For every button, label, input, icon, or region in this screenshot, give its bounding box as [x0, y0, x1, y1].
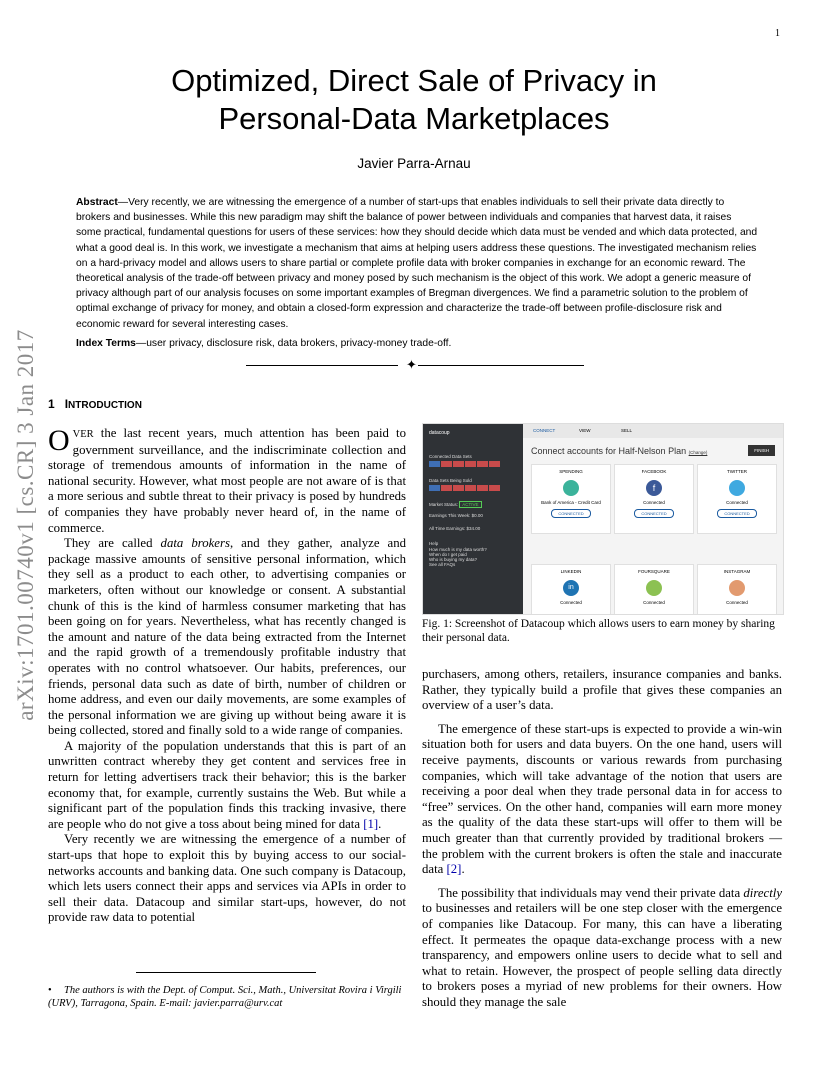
figure-chips-2 — [423, 485, 523, 492]
figure-card-icon: in — [563, 580, 579, 596]
figure-card-desc: Bank of America - Credit Card — [541, 500, 601, 505]
figure-total-earnings: All Time Earnings: $34.00 — [429, 526, 481, 531]
figure-market-label: Market Status: — [429, 502, 459, 507]
paragraph-2 — [48, 536, 406, 739]
index-terms-label: Index Terms — [76, 338, 136, 349]
section-title-rest: NTRODUCTION — [68, 400, 142, 411]
right-column — [422, 667, 782, 1010]
author: Javier Parra-Arnau — [357, 156, 471, 171]
figure-card-desc: Connected — [560, 600, 582, 605]
para2-b: , and they gather, analyze and package massive amounts of sensitive personal information, which they sell as a product to each other, to advertising companies or marketers, often without our knowledge or consent. A substantial chunk of this is the kind of harmless consumer marketing that has been going on for years. Nevertheless, what has recently changed is the amount and nature of the data being extracted from the Internet and the rapid growth of a tremendously profitable industry that operates with no control whatsoever. Our habits, preferences, our friends, personal data such as date of birth, number of children or home address, and even our daily movements, are some examples of the personal information we are giving up without being aware it is being collected, stored and finally sold to a wide range of companies. — [48, 536, 406, 738]
figure-help: Help — [429, 541, 439, 546]
figure-card-name: TWITTER — [727, 469, 747, 474]
figure-market-status — [423, 492, 523, 509]
title-line-1: Optimized, Direct Sale of Privacy in — [171, 63, 657, 98]
index-terms-text: —user privacy, disclosure risk, data brokers, privacy-money trade-off. — [135, 338, 452, 349]
right-paragraph-1: purchasers, among others, retailers, insurance companies and banks. Rather, they typically build a profile that gives these companies an overview of a user’s data. — [422, 667, 782, 713]
figure-side-connected: Connected Data Sets — [429, 454, 472, 459]
para1-text: the last recent years, much attention has been paid to government surveillance, and the indiscriminate collection and storage of tremendous amounts of information in the name of national security. However, what most people are not aware of is that a more serious and subtle threat to their privacy is posed by hundreds of companies they have probably never heard of, in the name of commerce. — [48, 426, 406, 535]
right-para3-a: The possibility that individuals may vend their private data — [438, 885, 744, 900]
para4-text: Very recently we are witnessing the emergence of a number of start-ups that hope to exploit this by buying access to our social-networks accounts and banking data. One such company is Datacoup, which lets users connect their apps and services via APIs in order to sell their data. Datacoup and similar start-ups, however, do not provide raw data to potential — [48, 832, 406, 925]
right-paragraph-2 — [422, 722, 782, 878]
title-line-2: Personal-Data Marketplaces — [218, 101, 610, 136]
footnote-bullet: • — [48, 985, 52, 996]
figure-card — [531, 464, 611, 534]
figure-heading — [531, 446, 707, 456]
figure-tab: CONNECT — [533, 428, 556, 433]
figure-screenshot — [422, 423, 784, 615]
separator-line-right — [418, 365, 584, 366]
figure-card-name: SPENDING — [559, 469, 583, 474]
separator-line-left — [246, 365, 398, 366]
figure-card-name: FACEBOOK — [641, 469, 667, 474]
figure-card-button: CONNECTED — [717, 509, 757, 518]
figure-tab: SELL — [621, 428, 633, 433]
section-heading — [48, 397, 142, 411]
footnote-text: The authors is with the Dept. of Comput. Sci., Math., Universitat Rovira i Virgili (URV), Tarragona, Spain. E-mail: javier.parra@urv.cat — [48, 985, 402, 1009]
figure-card-desc: Connected — [643, 600, 665, 605]
para3-text: A majority of the population understands that this is part of an unwritten contract whereby they get content and services free in return for letting advertisers track their behavior; this is the barker economy that, for example, currently sustains the Web. But while a significant part of the population finds this tracking invasive, there are people who do not give a toss about being mined for data — [48, 738, 406, 831]
separator-glyph: ✦ — [406, 357, 417, 372]
figure-side-sold: Data Sets Being Sold — [429, 478, 472, 483]
figure-card-name: INSTAGRAM — [723, 569, 751, 574]
abstract-label: Abstract — [76, 197, 118, 208]
figure-card — [531, 564, 611, 615]
figure-card-button: CONNECTED — [551, 509, 591, 518]
separator — [246, 357, 584, 372]
right-para2-end: . — [461, 862, 465, 877]
figure-card-desc: Connected — [643, 500, 665, 505]
figure-card — [697, 564, 777, 615]
figure-tab: VIEW — [579, 428, 591, 433]
figure-card — [697, 464, 777, 534]
figure-card-button: CONNECTED — [634, 509, 674, 518]
figure-sidebar — [423, 424, 523, 614]
figure-help-link: Who is buying my data? — [429, 557, 478, 562]
figure-active-badge: ACTIVE — [459, 501, 481, 508]
drop-cap: O — [48, 424, 70, 457]
para3-end: . — [378, 816, 382, 831]
paper-title — [80, 62, 748, 138]
right-para3-emphasis: directly — [743, 885, 782, 900]
right-paragraph-3 — [422, 886, 782, 1011]
figure-card-desc: Connected — [726, 600, 748, 605]
figure-help-link: How much is my data worth? — [429, 547, 487, 552]
page-number: 1 — [775, 28, 780, 39]
figure-week-earnings: Earnings This Week: $0.00 — [429, 513, 483, 518]
figure-card-name: FOURSQUARE — [638, 569, 670, 574]
paragraph-1 — [48, 426, 406, 536]
figure-help-links — [423, 547, 523, 567]
figure-card — [614, 564, 694, 615]
figure-finish-button: FINISH — [748, 445, 775, 456]
figure-card-icon — [729, 480, 745, 496]
index-terms — [76, 336, 758, 351]
figure-main-panel — [523, 424, 783, 614]
para2-a: They are called — [64, 536, 161, 551]
footnote — [48, 984, 406, 1010]
citation-1[interactable]: [1] — [363, 816, 379, 831]
right-para2-text: The emergence of these start-ups is expected to provide a win-win situation both for users and data buyers. On the one hand, users will receive payments, discounts or various rewards from purchasing companies, which will take advantage of the notion that users are receiving a poor deal when they trade personal data in for access to “free” services. On the other hand, companies will earn more money as the quality of the data these start-ups will offer to them will be much greater than that currently provided by traditional brokers — the problem with the current brokers is often the stale and inaccurate data — [422, 721, 782, 877]
arxiv-stamp-text: arXiv:1701.00740v1 [cs.CR] 3 Jan 2017 — [13, 329, 38, 721]
figure-help-link: See all FAQs — [429, 562, 456, 567]
figure-card-icon: f — [646, 480, 662, 496]
abstract-text: —Very recently, we are witnessing the emergence of a number of start-ups that enables individuals to sell their private data directly to brokers and businesses. While this new paradigm may shift the balance of power between individuals and companies that harvest data, it raises some practical, fundamental questions for users of these services: how they should decide which data must be vended and which data protected, and what a good deal is. In this work, we investigate a mechanism that aims at helping users address these questions. The investigated mechanism relies on a hard-privacy model and allows users to share partial or complete profile data with broker companies in exchange for an economic reward. The theoretical analysis of the trade-off between privacy and money posed by such mechanism is the object of this work. We adopt a generic measure of privacy although part of our analysis focuses on some important examples of Bregman divergences. We find a parametric solution to the problem of optimal exchange of privacy for money, and obtain a closed-form expression and characterize the trade-off between profile-disclosure risk and economic reward for several interesting cases. — [76, 197, 758, 330]
citation-2[interactable]: [2] — [446, 862, 462, 877]
figure-card-desc: Connected — [726, 500, 748, 505]
figure-tabs — [523, 424, 783, 438]
figure-card-name: LINKEDIN — [560, 569, 582, 574]
figure-card — [614, 464, 694, 534]
figure-brand: datacoup — [429, 430, 450, 436]
left-column — [48, 426, 406, 926]
right-para3-b: to businesses and retailers will be one step closer with the emergence of companies like Datacoup. For many, this can have a liberating effect. It permeates the opaque data-exchange process with a new transparency, and empowers online users to decide what to sell and what to retain. However, the prospect of people selling data directly to brokers poses a myriad of new problems for their owners. How should they manage the sale — [422, 901, 782, 1009]
abstract — [76, 195, 758, 332]
figure-heading-text: Connect accounts for Half-Nelson Plan — [531, 446, 687, 456]
para1-smallcaps: VER — [72, 429, 94, 440]
figure-card-icon — [646, 580, 662, 596]
figure-card-icon — [563, 480, 579, 496]
footnote-rule — [136, 972, 316, 973]
section-title-first: I — [64, 397, 69, 411]
section-number: 1 — [48, 397, 55, 411]
figure-card-icon — [729, 580, 745, 596]
para2-emphasis: data brokers — [160, 536, 230, 551]
figure-help-link: When do I get paid — [429, 552, 467, 557]
arxiv-stamp — [6, 300, 46, 750]
paragraph-4 — [48, 832, 406, 926]
paragraph-3 — [48, 739, 406, 833]
figure-chips-1 — [423, 461, 523, 468]
figure-caption: Fig. 1: Screenshot of Datacoup which allows users to earn money by sharing their personal data. — [422, 618, 775, 644]
figure-change-link: (Change) — [688, 450, 708, 455]
